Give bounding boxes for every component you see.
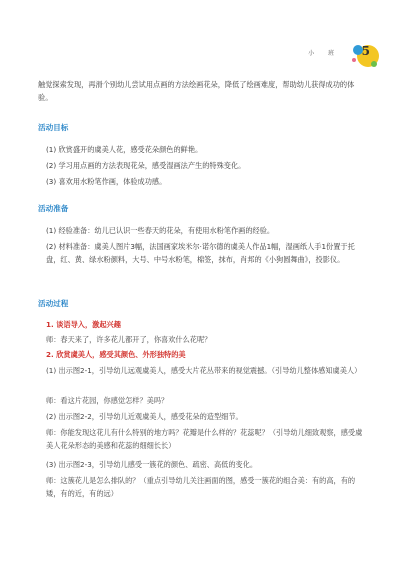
step-text: 师：春天来了，许多花儿都开了，你喜欢什么花呢？ (46, 335, 212, 344)
goal-item: (1) 欣赏盛开的虞美人花，感受花朵颜色的鲜艳。 (46, 145, 203, 154)
step-text: 师：这簇花儿是怎么排队的？（重点引导幼儿关注画面的图，感受一簇花的组合美：有的高，有的矮，有的近，有的远） (46, 476, 356, 498)
section-title-goals: 活动目标 (38, 123, 69, 132)
section-title-process: 活动过程 (38, 299, 69, 308)
step-text: (2) 出示图2-2，引导幼儿近观虞美人，感受花朵的造型细节。 (46, 412, 243, 421)
prep-item: (2) 材料准备：虞美人图片3幅，法国画家埃米尔·诺尔德的虞美人作品1幅，湿画纸人手1份置于托盘，红、黄、绿水粉颜料，大号、中号水粉笔，棉签，抹布，肖邦的《小狗圆舞曲》，投影仪。 (46, 242, 355, 264)
step-text: 师：你能发现这花儿有什么特别的地方吗？花瓣是什么样的？花蕊呢？（引导幼儿细致观察，感受虞美人花朵形态的美感和花蕊的细细长长） (46, 428, 363, 450)
page-header (262, 40, 382, 68)
section-title-prep: 活动准备 (38, 204, 69, 213)
step-heading: 2. 欣赏虞美人，感受其颜色、外形独特的美 (46, 350, 186, 359)
step-heading: 1. 谈语导入，激起兴趣 (46, 320, 121, 329)
goal-item: (3) 喜欢用水粉笔作画，体验成功感。 (46, 177, 167, 186)
intro-paragraph: 触觉探索发现，再滑个别幼儿尝试用点画的方法绘画花朵，降低了绘画难度，帮助幼儿获得成功的体验。 (38, 80, 355, 102)
goal-item: (2) 学习用点画的方法表现花朵，感受湿画法产生的特殊变化。 (46, 161, 246, 170)
step-text: (1) 出示图2-1，引导幼儿远观虞美人，感受大片花丛带来的视觉震撼。（引导幼儿整体感知虞美人） (46, 366, 362, 375)
step-text: 师：看这片花园，你感觉怎样？美吗？ (46, 396, 169, 405)
header-label: 小 班 (308, 50, 340, 57)
page-number: 5 (361, 44, 370, 58)
prep-item: (1) 经验准备：幼儿已认识一些春天的花朵，有使用水粉笔作画的经验。 (46, 226, 275, 235)
step-text: (3) 出示图2-3，引导幼儿感受一簇花的颜色、疏密、高低的变化。 (46, 460, 258, 469)
